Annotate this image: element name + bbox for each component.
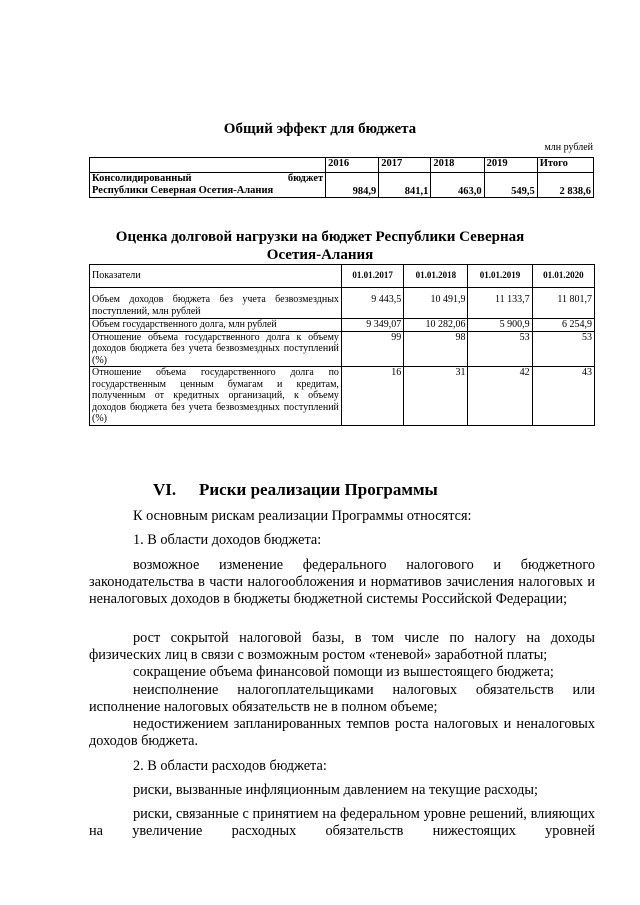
table-cell: 841,1 (379, 173, 431, 198)
table-cell: 42 (468, 367, 532, 426)
effect-title: Общий эффект для бюджета (223, 121, 417, 137)
table-header-cell: 01.01.2018 (404, 265, 468, 288)
table-header-cell: Итого (537, 158, 593, 173)
row-label: Отношение объема государственного долга к объему доходов бюджета без учета безвозмездных поступлений (%) (90, 331, 342, 367)
units-label: млн рублей (544, 142, 593, 153)
table-cell: 98 (404, 331, 468, 367)
table-cell: 463,0 (431, 173, 484, 198)
row-label-word: Консолидированный (92, 173, 192, 184)
table-cell: 2 838,6 (537, 173, 593, 198)
budget-effect-table (89, 157, 594, 198)
table-cell: 10 491,9 (404, 288, 468, 319)
table-header-row (90, 158, 594, 173)
table-cell: 31 (404, 367, 468, 426)
table-cell: 53 (468, 331, 532, 367)
table-cell: 53 (532, 331, 594, 367)
table-row (90, 331, 595, 367)
table-header-cell (90, 158, 326, 173)
table-cell: 16 (341, 367, 403, 426)
paragraph: возможное изменение федерального налогового и бюджетного законодательства в части налогообложения и нормативов зачисления налоговых и неналоговых доходов в бюджеты бюджетной системы Российской Федерации; (89, 557, 595, 607)
table-cell: 99 (341, 331, 403, 367)
row-label-line: Республики Северная Осетия-Алания (92, 185, 274, 196)
debt-title: Оценка долговой нагрузки на бюджет Республики Северная Осетия-Алания (115, 229, 525, 263)
paragraph: неисполнение налогоплательщиками налоговых обязательств или исполнение налоговых обязательств не в полном объеме; (89, 682, 595, 715)
section-heading (153, 480, 438, 500)
table-cell: 9 443,5 (341, 288, 403, 319)
section-title: Риски реализации Программы (199, 480, 438, 499)
paragraph-intro: К основным рискам реализации Программы относятся: (133, 508, 472, 524)
table-header-cell: 2019 (484, 158, 537, 173)
paragraph: риски, связанные с принятием на федеральном уровне решений, влияющих на увеличение расходных обязательств нижестоящих уровней (89, 806, 595, 839)
section-number: VI. (153, 480, 177, 499)
row-label: Объем государственного долга, млн рублей (90, 319, 342, 332)
debt-table (89, 264, 595, 426)
paragraph: сокращение объема финансовой помощи из вышестоящего бюджета; (133, 664, 554, 680)
paragraph: рост сокрытой налоговой базы, в том числе по налогу на доходы физических лиц в связи с возможным ростом «теневой» заработной платы; (89, 630, 595, 663)
table-cell: 10 282,06 (404, 319, 468, 332)
paragraph: недостижением запланированных темпов роста налоговых и неналоговых доходов бюджета. (89, 716, 595, 749)
table-header-cell: 2018 (431, 158, 484, 173)
table-header-cell: Показатели (90, 265, 342, 288)
table-header-row (90, 265, 595, 288)
table-cell: 9 349,07 (341, 319, 403, 332)
row-label-word: бюджет (287, 173, 324, 184)
table-row (90, 288, 595, 319)
table-row (90, 367, 595, 426)
list-item-expenses: 2. В области расходов бюджета: (133, 758, 327, 774)
table-cell: 549,5 (484, 173, 537, 198)
table-cell: 984,9 (326, 173, 379, 198)
row-label (90, 173, 326, 198)
table-row (90, 173, 594, 198)
table-cell: 6 254,9 (532, 319, 594, 332)
table-cell: 11 801,7 (532, 288, 594, 319)
table-cell: 11 133,7 (468, 288, 532, 319)
table-cell: 43 (532, 367, 594, 426)
table-header-cell: 01.01.2020 (532, 265, 594, 288)
table-header-cell: 2017 (379, 158, 431, 173)
table-header-cell: 2016 (326, 158, 379, 173)
row-label: Объем доходов бюджета без учета безвозмездных поступлений, млн рублей (90, 288, 342, 319)
table-header-cell: 01.01.2017 (341, 265, 403, 288)
table-cell: 5 900,9 (468, 319, 532, 332)
list-item-income: 1. В области доходов бюджета: (133, 532, 322, 548)
table-row (90, 319, 595, 332)
row-label: Отношение объема государственного долга по государственным ценным бумагам и кредитам, полученным от кредитных организаций, к объему доходов бюджета без учета безвозмездных поступлений (%) (90, 367, 342, 426)
table-header-cell: 01.01.2019 (468, 265, 532, 288)
paragraph: риски, вызванные инфляционным давлением на текущие расходы; (133, 782, 538, 798)
